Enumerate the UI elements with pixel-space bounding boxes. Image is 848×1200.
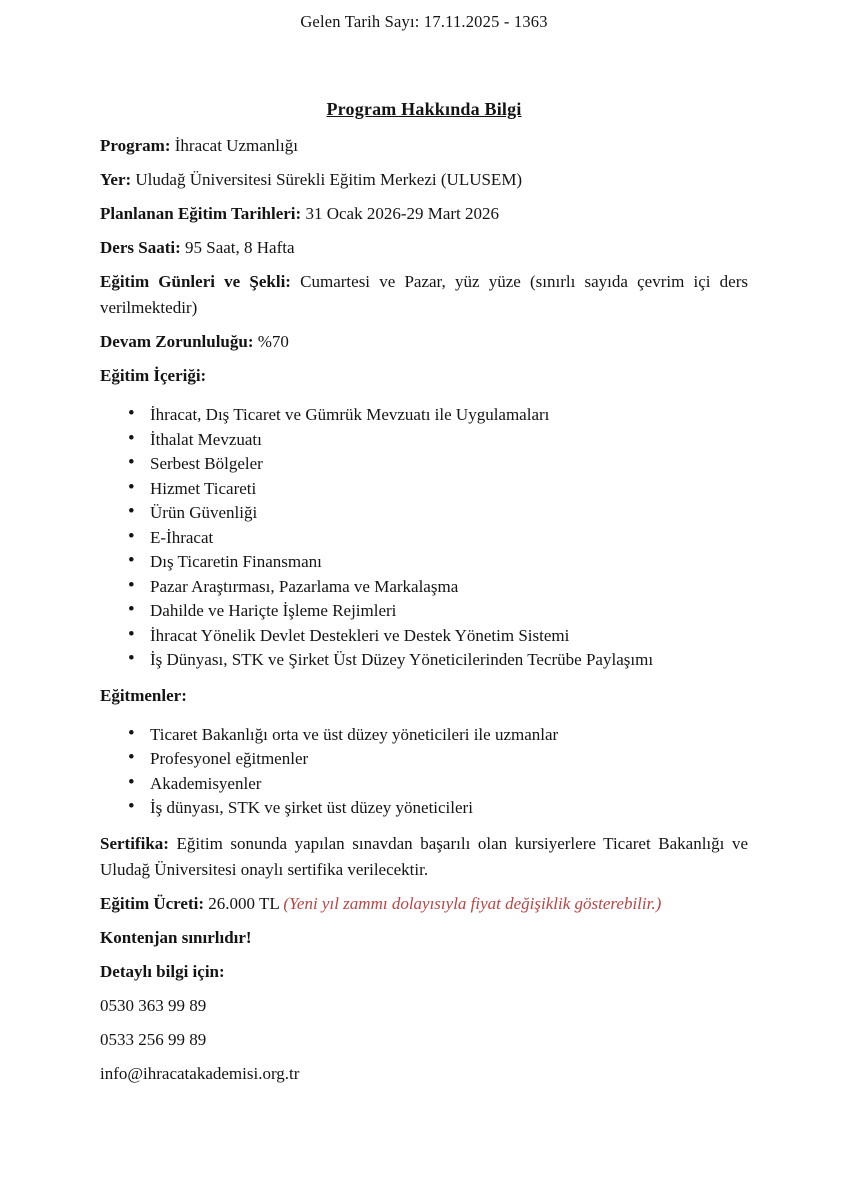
contact-email: info@ihracatakademisi.org.tr (100, 1063, 300, 1083)
list-item: • Ürün Güvenliği (100, 501, 748, 526)
list-item: • Profesyonel eğitmenler (100, 747, 748, 772)
list-item: • Akademisyenler (100, 772, 748, 797)
field-location (100, 167, 748, 193)
list-item: • İhracat Yönelik Devlet Destekleri ve Destek Yönetim Sistemi (100, 624, 748, 649)
trainers-section-heading: Eğitmenler: (100, 685, 187, 705)
list-item: • Dahilde ve Hariçte İşleme Rejimleri (100, 599, 748, 624)
quota-note: Kontenjan sınırlıdır! (100, 927, 252, 947)
fee-label: Eğitim Ücreti: (100, 893, 205, 913)
field-schedule (100, 269, 748, 321)
field-location-value: Uludağ Üniversitesi Sürekli Eğitim Merkezi (ULUSEM) (135, 170, 523, 189)
incoming-date-number-stamp: Gelen Tarih Sayı: 17.11.2025 - 1363 (300, 12, 548, 31)
field-hours (100, 235, 748, 261)
field-hours-label: Ders Saati: (100, 238, 181, 257)
field-dates-label: Planlanan Eğitim Tarihleri: (100, 204, 302, 223)
list-item: • İş dünyası, STK ve şirket üst düzey yöneticileri (100, 796, 748, 821)
field-attendance-label: Devam Zorunluluğu: (100, 332, 254, 351)
field-attendance (100, 329, 748, 355)
field-dates (100, 201, 748, 227)
list-item: • Ticaret Bakanlığı orta ve üst düzey yöneticileri ile uzmanlar (100, 723, 748, 748)
fee-note: (Yeni yıl zammı dolayısıyla fiyat değişiklik gösterebilir.) (283, 893, 662, 913)
certificate-text: Eğitim sonunda yapılan sınavdan başarılı olan kursiyerlere Ticaret Bakanlığı ve Uludağ Üniversitesi onaylı sertifika verilecektir. (100, 833, 749, 879)
field-program-value: İhracat Uzmanlığı (174, 136, 298, 155)
content-list (100, 403, 748, 673)
contact-heading: Detaylı bilgi için: (100, 961, 225, 981)
content-section-heading: Eğitim İçeriği: (100, 366, 207, 385)
list-item: • İhracat, Dış Ticaret ve Gümrük Mevzuatı ile Uygulamaları (100, 403, 748, 428)
list-item: • Pazar Araştırması, Pazarlama ve Markalaşma (100, 575, 748, 600)
contact-phone-1: 0530 363 99 89 (100, 995, 207, 1015)
fee-paragraph (100, 891, 748, 917)
list-item: • Serbest Bölgeler (100, 452, 748, 477)
contact-phone-2: 0533 256 99 89 (100, 1029, 207, 1049)
field-schedule-value: Cumartesi ve Pazar, yüz yüze (sınırlı sayıda çevrim içi ders verilmektedir) (100, 272, 749, 317)
field-schedule-label: Eğitim Günleri ve Şekli: (100, 272, 291, 291)
field-program-label: Program: (100, 136, 171, 155)
field-attendance-value: %70 (257, 332, 289, 351)
list-item: • Hizmet Ticareti (100, 477, 748, 502)
list-item: • İş Dünyası, STK ve Şirket Üst Düzey Yöneticilerinden Tecrübe Paylaşımı (100, 648, 748, 673)
certificate-label: Sertifika: (100, 833, 169, 853)
list-item: • E-İhracat (100, 526, 748, 551)
field-program (100, 133, 748, 159)
list-item: • Dış Ticaretin Finansmanı (100, 550, 748, 575)
field-hours-value: 95 Saat, 8 Hafta (184, 238, 295, 257)
trainers-list (100, 723, 748, 821)
page-title: Program Hakkında Bilgi (326, 99, 522, 119)
certificate-paragraph (100, 831, 748, 883)
field-location-label: Yer: (100, 170, 132, 189)
list-item: • İthalat Mevzuatı (100, 428, 748, 453)
fee-value: 26.000 TL (208, 893, 280, 913)
field-dates-value: 31 Ocak 2026-29 Mart 2026 (305, 204, 500, 223)
